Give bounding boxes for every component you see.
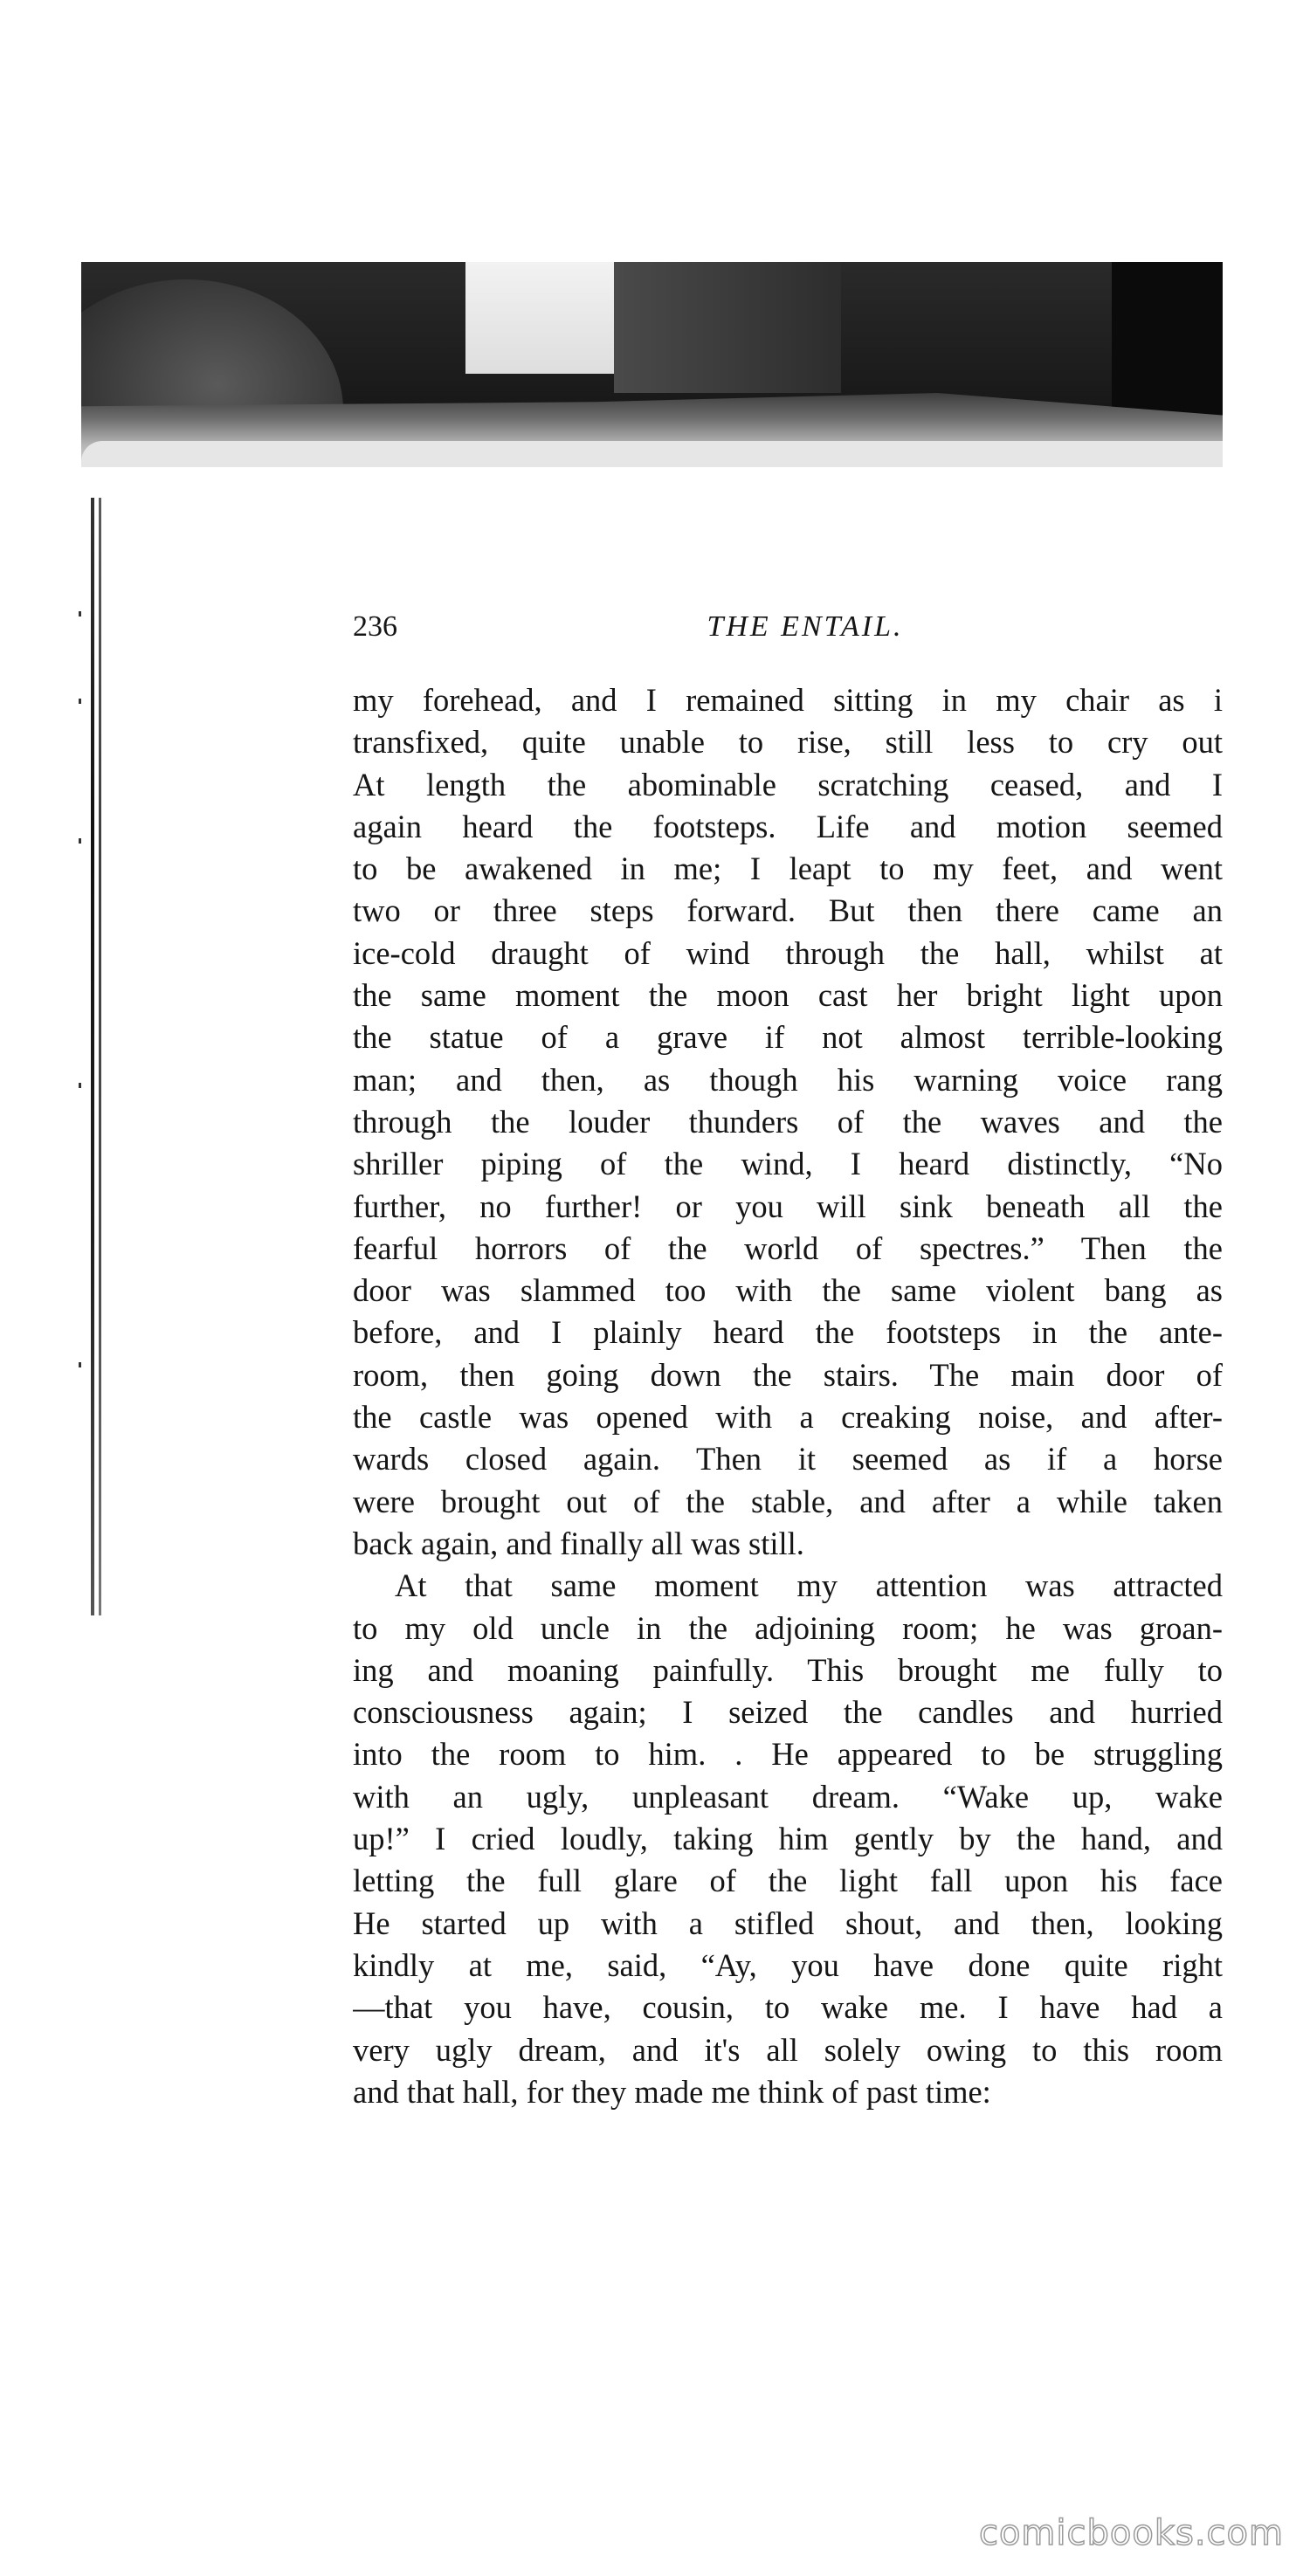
text-line: fearful horrors of the world of spectres.” Then the bbox=[353, 1229, 1223, 1266]
page-number: 236 bbox=[353, 610, 397, 643]
margin-speck bbox=[79, 838, 81, 844]
text-line: consciousness again; I seized the candles and hurried bbox=[353, 1694, 1223, 1731]
photo-pillar bbox=[614, 262, 841, 393]
text-line: to be awakened in me; I leapt to my feet, and went bbox=[353, 851, 1223, 887]
text-line: my forehead, and I remained sitting in my chair as i bbox=[353, 682, 1223, 718]
text-line: were brought out of the stable, and after a while taken bbox=[353, 1483, 1223, 1519]
text-line: into the room to him. . He appeared to be struggling bbox=[353, 1736, 1223, 1773]
text-line: to my old uncle in the adjoining room; he was groan- bbox=[353, 1609, 1223, 1646]
text-line: man; and then, as though his warning voice rang bbox=[353, 1061, 1223, 1098]
text-line: ice-cold draught of wind through the hall, whilst at bbox=[353, 934, 1223, 971]
running-title: THE ENTAIL. bbox=[707, 610, 904, 643]
text-line: very ugly dream, and it's all solely owing to this room bbox=[353, 2031, 1223, 2068]
text-line: the castle was opened with a creaking noise, and after- bbox=[353, 1399, 1223, 1436]
text-line: At length the abominable scratching ceased, and I bbox=[353, 766, 1223, 802]
paragraph bbox=[353, 1565, 1223, 2113]
text-line: At that same moment my attention was attracted bbox=[395, 1567, 1223, 1604]
text-line: with an ugly, unpleasant dream. “Wake up, wake bbox=[353, 1778, 1223, 1815]
text-line: letting the full glare of the light fall upon his face bbox=[353, 1863, 1223, 1899]
text-line: room, then going down the stairs. The main door of bbox=[353, 1356, 1223, 1393]
text-line: kindly at me, said, “Ay, you have done quite right bbox=[353, 1946, 1223, 1983]
paragraph bbox=[353, 679, 1223, 1565]
photo-window-light bbox=[465, 262, 614, 374]
text-line: ing and moaning painfully. This brought me fully to bbox=[353, 1651, 1223, 1688]
binding-rule bbox=[91, 498, 94, 1615]
margin-speck bbox=[79, 699, 81, 704]
text-line: two or three steps forward. But then there came an bbox=[353, 892, 1223, 929]
text-line: the statue of a grave if not almost terrible-looking bbox=[353, 1019, 1223, 1056]
text-line: up!” I cried loudly, taking him gently by the hand, and bbox=[353, 1821, 1223, 1857]
watermark: comicbooks.com bbox=[978, 2513, 1284, 2553]
margin-speck bbox=[79, 611, 81, 616]
photo-paper-edge bbox=[81, 441, 1223, 467]
text-line: back again, and finally all was still. bbox=[353, 1525, 804, 1561]
text-line: —that you have, cousin, to wake me. I have had a bbox=[353, 1989, 1223, 2026]
body-text bbox=[353, 679, 1223, 2113]
binding-rule-secondary bbox=[99, 498, 101, 1615]
text-line: before, and I plainly heard the footsteps in the ante- bbox=[353, 1314, 1223, 1351]
text-line: again heard the footsteps. Life and motion seemed bbox=[353, 808, 1223, 844]
scanned-photo-strip bbox=[81, 262, 1223, 467]
text-line: through the louder thunders of the waves and the bbox=[353, 1103, 1223, 1140]
text-line: transfixed, quite unable to rise, still less to cry out bbox=[353, 724, 1223, 761]
binding-margin-marks bbox=[70, 472, 122, 1642]
text-line: shriller piping of the wind, I heard distinctly, “No bbox=[353, 1146, 1223, 1182]
text-line: He started up with a stifled shout, and then, looking bbox=[353, 1904, 1223, 1941]
margin-speck bbox=[79, 1083, 81, 1088]
text-line: wards closed again. Then it seemed as if a horse bbox=[353, 1441, 1223, 1477]
text-line: door was slammed too with the same violent bang as bbox=[353, 1272, 1223, 1309]
text-line: the same moment the moon cast her bright light upon bbox=[353, 977, 1223, 1014]
text-line: further, no further! or you will sink beneath all the bbox=[353, 1188, 1223, 1224]
page-header bbox=[353, 601, 1223, 653]
text-line: and that hall, for they made me think of past time: bbox=[353, 2073, 991, 2110]
margin-speck bbox=[79, 1362, 81, 1367]
